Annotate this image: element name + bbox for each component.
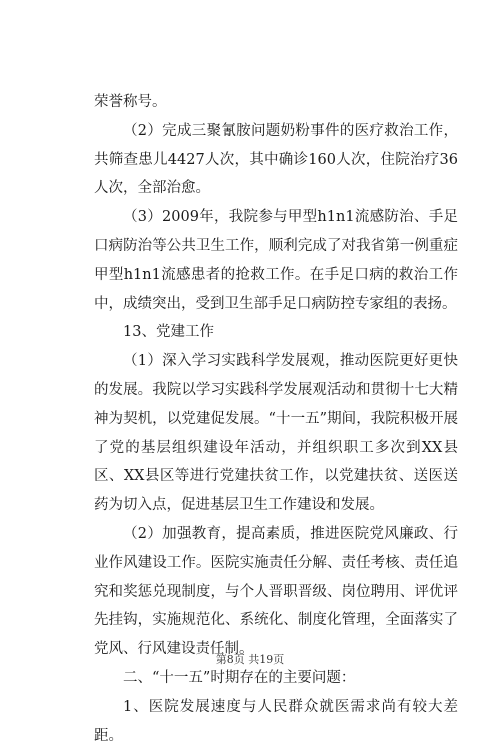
paragraph: （2）完成三聚氰胺问题奶粉事件的医疗救治工作，共筛查患儿4427人次，其中确诊160人次，住院治疗36人次，全部治愈。 — [94, 122, 458, 197]
paragraph: 1、医院发展速度与人民群众就医需求尚有较大差距。 — [94, 698, 458, 744]
section-heading: 13、党建工作 — [123, 324, 214, 341]
paragraph: （3）2009年，我院参与甲型h1n1流感防治、手足口病防治等公共卫生工作，顺利完成了对我省第一例重症甲型h1n1流感患者的抢救工作。在手足口病的救治工作中，成绩突出，受到卫生部手足口病防控专家组的表扬。 — [94, 209, 458, 312]
section-heading: 二、“十一五”时期存在的主要问题： — [123, 669, 356, 686]
paragraph: （2）加强教育，提高素质，推进医院党风廉政、行业作风建设工作。医院实施责任分解、责任考核、责任追究和奖惩兑现制度，与个人晋职晋级、岗位聘用、评优评先挂钩，实施规范化、系统化、制度化管理，全面落实了党风、行风建设责任制。 — [94, 525, 458, 658]
paragraph: （1）深入学习实践科学发展观，推动医院更好更快的发展。我院以学习实践科学发展观活动和贯彻十七大精神为契机，以党建促发展。“十一五”期间，我院积极开展了党的基层组织建设年活动，并组织职工多次到XX县区、XX县区等进行党建扶贫工作，以党建扶贫、送医送药为切入点，促进基层卫生工作建设和发展。 — [94, 353, 458, 514]
paragraph: 荣誉称号。 — [94, 94, 167, 110]
page-number-footer: 第8页 共19页 — [215, 653, 285, 666]
